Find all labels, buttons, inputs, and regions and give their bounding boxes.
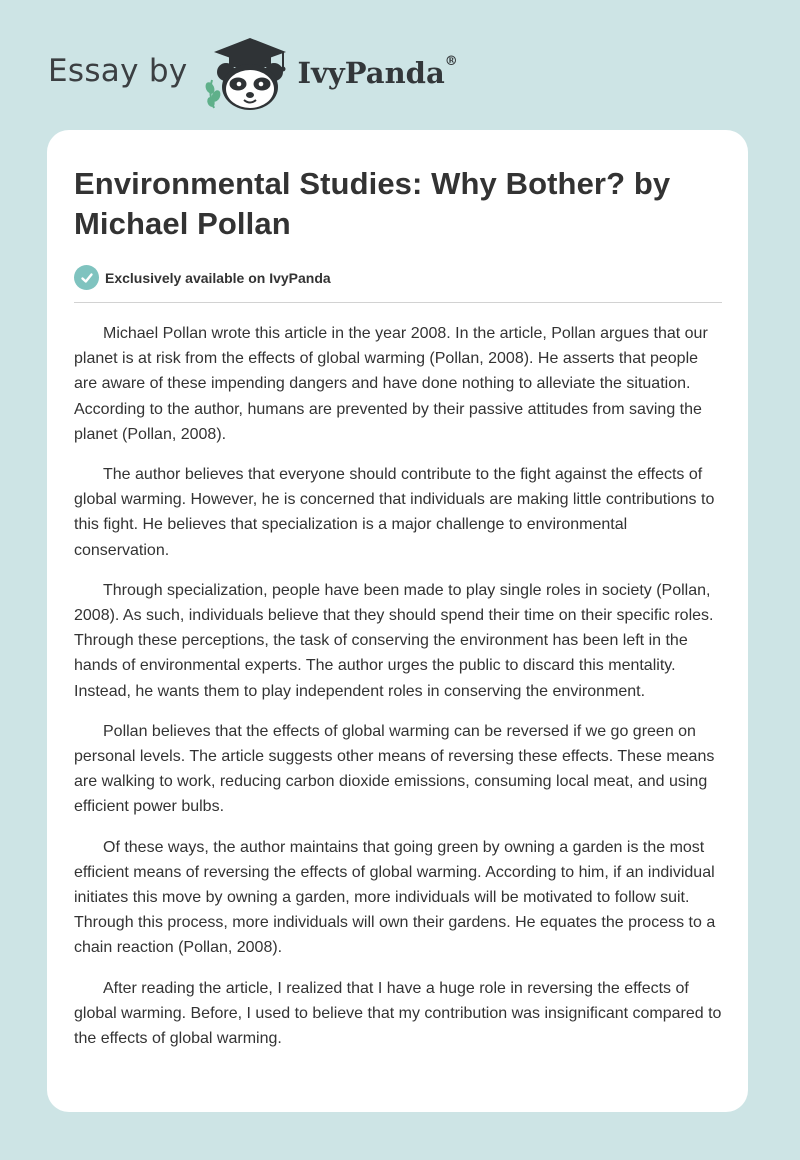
paragraph: Of these ways, the author maintains that going green by owning a garden is the most efficient means of reversing the effects of global warming. According to him, if an individual initiates this move by owning a garden, more individuals will be motivated to follow suit. Through this process, more individuals will own their gardens. He equates the process to a chain reaction (Pollan, 2008). [74, 838, 716, 957]
trademark-symbol: ® [444, 54, 458, 69]
paragraph: Michael Pollan wrote this article in the year 2008. In the article, Pollan argues that our planet is at risk from the effects of global warming (Pollan, 2008). He asserts that people are aware of these impending dangers and have done nothing to alleviate the situation. According to the author, humans are prevented by their passive attitudes from saving the planet (Pollan, 2008). [74, 325, 708, 443]
essay-body [74, 321, 722, 1051]
essay-title: Environmental Studies: Why Bother? by Michael Pollan [74, 166, 671, 241]
paragraph: Pollan believes that the effects of global warming can be reversed if we go green on personal levels. The article suggests other means of reversing these effects. These means are walking to work, reducing carbon dioxide emissions, consuming local meat, and using efficient power bulbs. [74, 722, 715, 816]
paragraph: Through specialization, people have been made to play single roles in society (Pollan, 2008). As such, individuals believe that they should spend their time on their specific roles. Through these perceptions, the task of conserving the environment has been left in the hands of environmental experts. The author urges the public to discard this mentality. Instead, he wants them to play independent roles in conserving the environment. [74, 581, 714, 700]
brand-name: IvyPanda® [297, 54, 458, 90]
panda-graduate-icon [204, 36, 294, 112]
essay-by-label: Essay by [48, 53, 188, 89]
paragraph: After reading the article, I realized that I have a huge role in reversing the effects of global warming. Before, I used to believe that my contribution was insignificant compared to the effects of global warming. [74, 979, 722, 1048]
paragraph: The author believes that everyone should contribute to the fight against the effects of global warming. However, he is concerned that individuals are making little contributions to this fight. He believes that specialization is a major challenge to environmental conservation. [74, 466, 715, 559]
exclusive-badge [74, 265, 722, 290]
check-circle-icon [74, 265, 99, 290]
divider [74, 302, 722, 303]
exclusive-badge-label: Exclusively available on IvyPanda [105, 269, 331, 286]
site-header [48, 34, 458, 114]
essay-card [47, 130, 748, 1112]
